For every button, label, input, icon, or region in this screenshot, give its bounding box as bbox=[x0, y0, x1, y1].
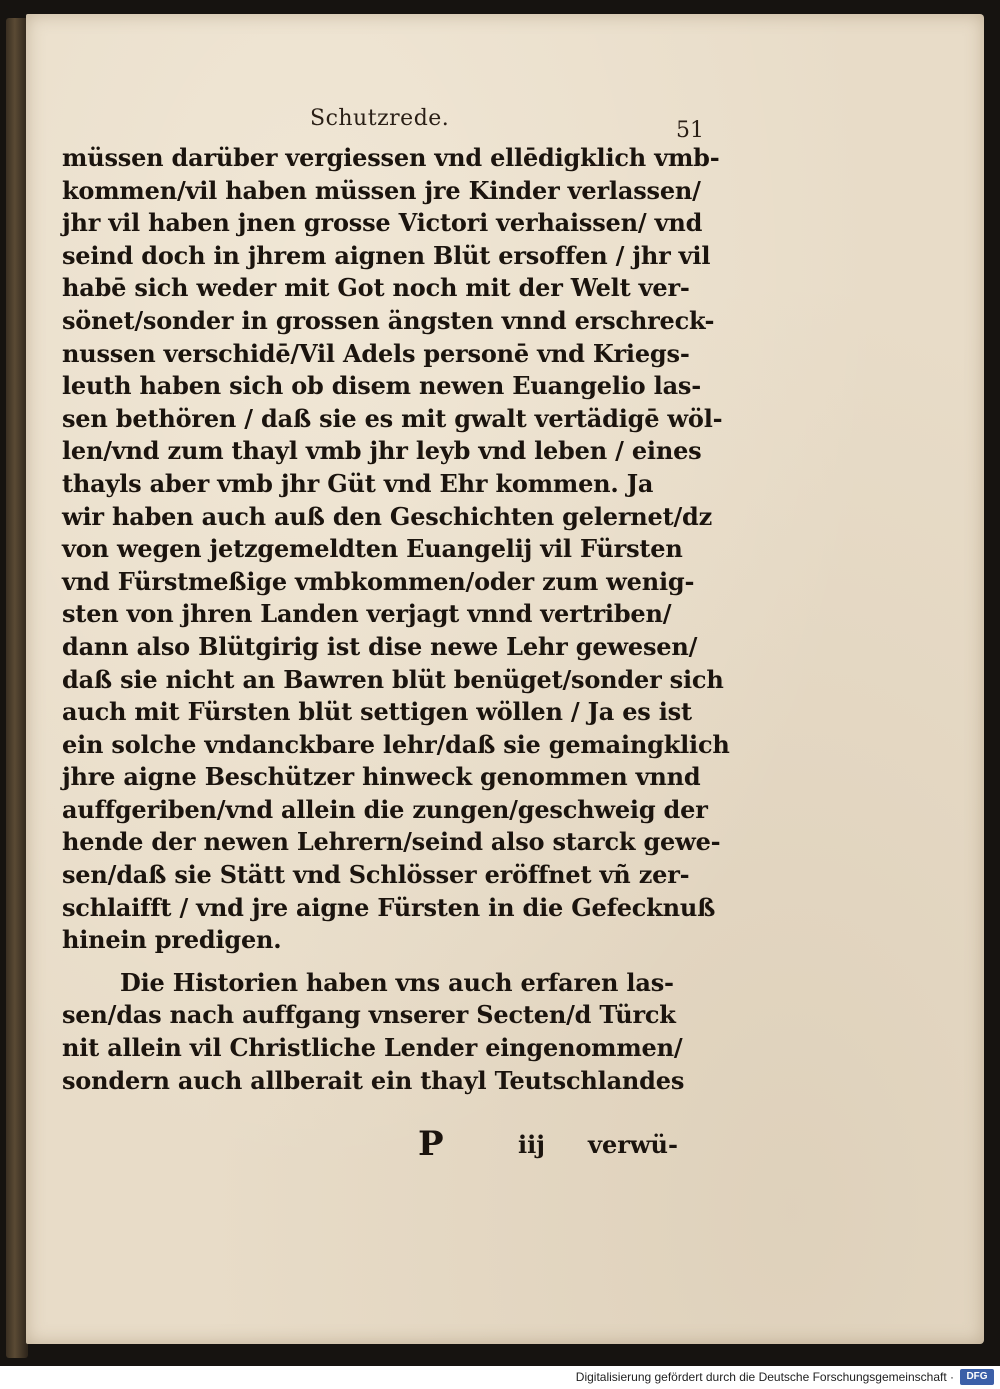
text-line: vnd Fürstmeßige vmbkommen/oder zum wenig- bbox=[62, 566, 695, 596]
text-line: leuth haben sich ob disem newen Euangelio las- bbox=[62, 371, 701, 401]
text-line: daß sie nicht an Bawren blüt benüget/sonder sich bbox=[62, 664, 724, 694]
text-line: nit allein vil Christliche Lender eingenommen/ bbox=[62, 1033, 683, 1063]
text-line: dann also Blütgirig ist dise newe Lehr gewesen/ bbox=[62, 631, 698, 661]
paragraph-first-line: Die Historien haben vns auch erfaren las- bbox=[120, 967, 674, 997]
text-line: sönet/sonder in grossen ängsten vnnd erschreck- bbox=[62, 305, 715, 335]
running-head: Schutzrede. bbox=[310, 106, 450, 131]
book-page bbox=[26, 14, 984, 1344]
funding-credit: Digitalisierung gefördert durch die Deutsche Forschungsgemeinschaft · bbox=[575, 1370, 954, 1384]
catchword: verwü- bbox=[588, 1130, 678, 1159]
text-line: jhr vil haben jnen grosse Victori verhaissen/ vnd bbox=[62, 208, 703, 238]
footer-bar bbox=[0, 1366, 1000, 1389]
text-line: müssen darüber vergiessen vnd ellēdigklich vmb- bbox=[62, 143, 720, 172]
body-text bbox=[62, 142, 742, 1097]
book-cover-edge bbox=[6, 18, 28, 1358]
text-line: nussen verschidē/Vil Adels personē vnd Kriegs- bbox=[62, 338, 690, 368]
text-line: kommen/vil haben müssen jre Kinder verlassen/ bbox=[62, 175, 701, 205]
text-line: sten von jhren Landen verjagt vnnd vertriben/ bbox=[62, 599, 672, 629]
text-line: schlaifft / vnd jre aigne Fürsten in die Gefecknuß bbox=[62, 892, 716, 922]
text-line: von wegen jetzgemeldten Euangelij vil Fürsten bbox=[62, 534, 683, 564]
text-line: auffgeriben/vnd allein die zungen/geschweig der bbox=[62, 794, 708, 824]
text-line: hinein predigen. bbox=[62, 925, 282, 955]
text-line: sen/das nach auffgang vnserer Secten/d Türck bbox=[62, 1000, 676, 1030]
page-number: 51 bbox=[676, 118, 704, 143]
text-line: seind doch in jhrem aignen Blüt ersoffen / jhr vil bbox=[62, 240, 711, 270]
text-line: thayls aber vmb jhr Güt vnd Ehr kommen. Ja bbox=[62, 468, 654, 498]
text-line: sen/daß sie Stätt vnd Schlösser eröffnet vñ zer- bbox=[62, 860, 690, 890]
signature-mark: P bbox=[418, 1124, 444, 1164]
text-line: hende der newen Lehrern/seind also starck gewe- bbox=[62, 827, 721, 857]
text-line: jhre aigne Beschützer hinweck genommen vnnd bbox=[62, 762, 701, 792]
signature-number: iij bbox=[518, 1130, 545, 1159]
text-line: sen bethören / daß sie es mit gwalt vertädigē wöl- bbox=[62, 403, 723, 433]
text-line: sondern auch allberait ein thayl Teutschlandes bbox=[62, 1065, 685, 1095]
text-line: len/vnd zum thayl vmb jhr leyb vnd leben / eines bbox=[62, 436, 702, 466]
signature-line bbox=[418, 1124, 718, 1164]
page-header bbox=[26, 106, 984, 146]
text-line: ein solche vndanckbare lehr/daß sie gemaingklich bbox=[62, 729, 730, 759]
text-line: auch mit Fürsten blüt settigen wöllen / Ja es ist bbox=[62, 697, 692, 727]
text-line: habē sich weder mit Got noch mit der Welt ver- bbox=[62, 273, 690, 303]
text-line: wir haben auch auß den Geschichten gelernet/dz bbox=[62, 501, 713, 531]
dfg-logo: DFG bbox=[960, 1369, 994, 1385]
